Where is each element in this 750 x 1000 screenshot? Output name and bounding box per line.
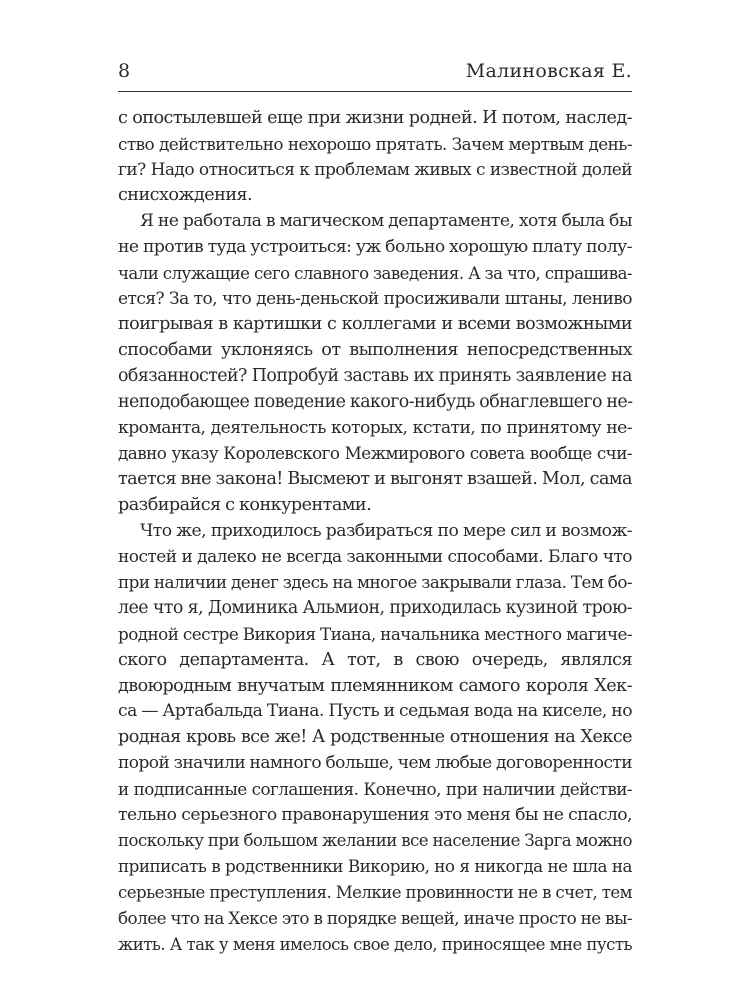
text-line: ского департамента. А тот, в свою очередь, являлся — [118, 649, 632, 670]
text-line: родной сестре Викория Тиана, начальника местного магиче- — [118, 623, 632, 644]
text-line: двоюродным внучатым племянником самого короля Хек- — [118, 675, 632, 696]
text-line: ги? Надо относиться к проблемам живых с известной долей — [118, 159, 632, 180]
text-line: чали служащие сего славного заведения. А за что, спрашива- — [118, 263, 632, 283]
header-rule — [118, 91, 632, 92]
text-line: Что же, приходилось разбираться по мере сил и возмож- — [140, 520, 632, 541]
body-text — [118, 106, 632, 957]
text-line: лее что я, Доминика Альмион, приходилась кузиной трою- — [118, 598, 632, 619]
text-line: ностей и далеко не всегда законными способами. Благо что — [118, 546, 632, 567]
text-line: поигрывая в картишки с коллегами и всеми возможными — [118, 314, 632, 335]
text-line: тается вне закона! Высмеют и выгонят взашей. Мол, сама — [118, 469, 632, 490]
text-line: более что на Хексе это в порядке вещей, иначе просто не вы- — [118, 907, 632, 928]
page-header — [118, 60, 632, 86]
text-line: поскольку при большом желании все население Зарга можно — [118, 831, 632, 851]
text-line: серьезные преступления. Мелкие провинности не в счет, тем — [118, 882, 632, 902]
text-line: са — Артабальда Тиана. Пусть и седьмая вода на киселе, но — [118, 701, 632, 722]
text-line: снисхождения. — [118, 185, 253, 206]
text-line: ство действительно нехорошо прятать. Зачем мертвым день- — [118, 133, 632, 154]
text-line: порой значили намного больше, чем любые договоренности — [118, 752, 633, 773]
running-title: Малиновская Е. — [465, 60, 632, 82]
text-line: не против туда устроиться: уж больно хорошую плату полу- — [118, 236, 632, 257]
text-line: обязанностей? Попробуй заставь их принять заявление на — [118, 365, 632, 386]
text-line: жить. А так у меня имелось свое дело, приносящее мне пусть — [118, 934, 632, 954]
text-line: неподобающее поведение какого-нибудь обнаглевшего не- — [118, 391, 633, 412]
text-line: родная кровь все же! А родственные отношения на Хексе — [118, 727, 632, 748]
text-line: с опостылевшей еще при жизни родней. И потом, наслед- — [118, 108, 632, 128]
text-line: ется? За то, что день-деньской просиживали штаны, лениво — [118, 288, 632, 309]
text-line: кроманта, деятельность которых, кстати, по принятому не- — [118, 417, 632, 438]
text-line: разбирайся с конкурентами. — [118, 494, 372, 515]
text-line: тельно серьезного правонарушения это меня бы не спасло, — [118, 804, 632, 825]
text-line: способами уклоняясь от выполнения непосредственных — [118, 340, 632, 361]
text-line: при наличии денег здесь на многое закрывали глаза. Тем бо- — [118, 572, 632, 593]
text-line: Я не работала в магическом департаменте, хотя была бы — [140, 211, 632, 232]
text-line: давно указу Королевского Межмирового совета вообще счи- — [118, 443, 632, 464]
text-line: приписать в родственники Викорию, но я никогда не шла на — [118, 856, 632, 877]
text-line: и подписанные соглашения. Конечно, при наличии действи- — [118, 778, 632, 799]
page-number: 8 — [118, 60, 131, 82]
